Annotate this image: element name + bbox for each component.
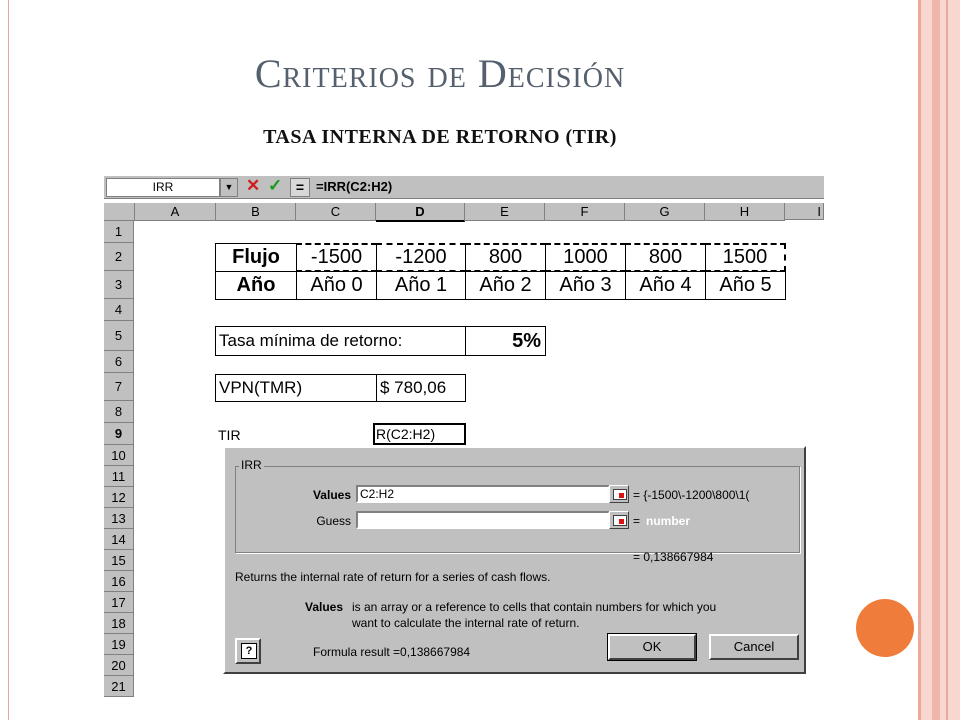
name-box-dropdown-icon[interactable]: ▼ [220,178,238,197]
ano-label-cell[interactable]: Año [215,271,297,300]
flow-cell[interactable]: -1200 [376,243,466,272]
row-header[interactable]: 10 [104,445,134,466]
enter-formula-icon[interactable]: ✓ [268,176,283,195]
decorative-circle [856,599,914,657]
row-header[interactable]: 8 [104,401,134,423]
row-header[interactable]: 17 [104,592,134,613]
computed-result: = 0,138667984 [633,550,714,564]
select-all-corner[interactable] [104,203,135,221]
collapse-dialog-icon[interactable] [609,485,629,503]
stripe-line [946,0,948,720]
vpn-value-cell[interactable]: $ 780,06 [376,374,466,402]
flow-cell[interactable]: 1000 [545,243,626,272]
argument-description: want to calculate the internal rate of return. [352,616,580,630]
row-header[interactable]: 2 [104,243,134,271]
row-header[interactable]: 21 [104,676,134,697]
stripe-line [932,0,940,720]
row-header[interactable]: 3 [104,271,134,299]
tasa-label-cell[interactable]: Tasa mínima de retorno: [215,326,466,356]
year-cell[interactable]: Año 5 [705,271,786,300]
cancel-formula-icon[interactable]: ✕ [246,176,261,195]
flujo-label-cell[interactable]: Flujo [215,243,297,272]
guess-label: Guess [316,514,351,528]
year-cell[interactable]: Año 3 [545,271,626,300]
flow-cell[interactable]: 1500 [705,243,786,272]
row-header[interactable]: 13 [104,508,134,529]
irr-group-title: IRR [241,458,262,472]
irr-argument-group [235,466,800,553]
slide-title: Criterios de Decisión [254,51,626,96]
year-cell[interactable]: Año 0 [296,271,377,300]
values-input[interactable]: C2:H2 [356,485,610,503]
row-header[interactable]: 1 [104,221,134,243]
column-header[interactable]: C [296,203,376,221]
row-header[interactable]: 4 [104,299,134,321]
row-header[interactable]: 11 [104,466,134,487]
tir-active-cell[interactable]: R(C2:H2) [373,423,466,445]
argument-name: Values [305,600,344,614]
flow-cell[interactable]: 800 [625,243,706,272]
row-header[interactable]: 6 [104,351,134,373]
irr-function-dialog [223,446,806,674]
row-header[interactable]: 5 [104,321,134,351]
column-header[interactable]: A [135,203,216,221]
slide-border-line [8,0,9,720]
values-result: = {-1500\-1200\800\1( [633,488,750,502]
row-header[interactable]: 15 [104,550,134,571]
guess-input[interactable] [356,511,610,529]
column-header[interactable]: G [625,203,705,221]
tir-label-cell[interactable]: TIR [218,427,241,443]
row-header[interactable]: 12 [104,487,134,508]
row-header[interactable]: 14 [104,529,134,550]
excel-window [104,176,824,694]
formula-bar [104,176,824,199]
edit-formula-button[interactable]: = [290,178,310,197]
flow-cell[interactable]: 800 [465,243,546,272]
row-header[interactable]: 20 [104,655,134,676]
help-icon: ? [241,643,257,659]
collapse-dialog-icon[interactable] [609,511,629,529]
column-header[interactable]: I [785,203,824,220]
tasa-value-cell[interactable]: 5% [465,326,546,356]
argument-description: is an array or a reference to cells that contain numbers for which you [352,600,717,614]
column-header[interactable]: E [465,203,545,221]
row-header[interactable]: 19 [104,634,134,655]
vpn-label-cell[interactable]: VPN(TMR) [215,374,377,402]
row-header-selected[interactable]: 9 [104,423,134,445]
help-button[interactable] [235,638,261,664]
slide-subtitle: TASA INTERNA DE RETORNO (TIR) [263,126,617,148]
column-headers [104,203,824,221]
flow-cell[interactable]: -1500 [296,243,377,272]
name-box[interactable]: IRR [106,178,220,197]
slide-side-stripe [918,0,960,720]
ok-button[interactable]: OK [608,634,696,660]
formula-input[interactable]: =IRR(C2:H2) [316,179,393,194]
column-header[interactable]: H [705,203,785,221]
column-header[interactable]: F [545,203,625,221]
values-label: Values [312,488,351,502]
year-cell[interactable]: Año 4 [625,271,706,300]
year-cell[interactable]: Año 1 [376,271,466,300]
column-header-selected[interactable]: D [376,203,465,222]
row-header[interactable]: 7 [104,373,134,401]
year-cell[interactable]: Año 2 [465,271,546,300]
guess-result-equals: = [633,514,641,528]
cancel-button[interactable]: Cancel [709,634,799,660]
function-description: Returns the internal rate of return for a series of cash flows. [235,570,551,584]
column-header[interactable]: B [216,203,296,221]
stripe-line [918,0,921,720]
formula-result: Formula result =0,138667984 [313,645,471,659]
row-header[interactable]: 16 [104,571,134,592]
row-header[interactable]: 18 [104,613,134,634]
guess-hint: number [646,514,691,528]
